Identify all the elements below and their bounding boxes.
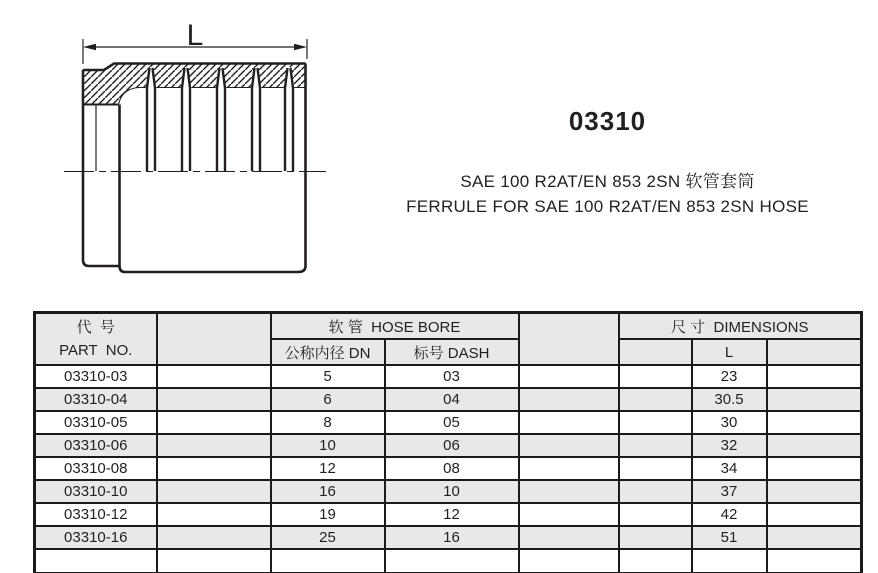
cell-part-no: 03310-06 [35, 434, 157, 457]
title-block [340, 106, 875, 219]
cell-part-no: 03310-03 [35, 365, 157, 388]
header-row-1 [35, 313, 862, 340]
cell-dash: 04 [385, 388, 519, 411]
cell-dn: 10 [271, 434, 385, 457]
table-row [35, 526, 862, 549]
cell-dn: 12 [271, 457, 385, 480]
table-row [35, 503, 862, 526]
header-dn: 公称内径 DN [271, 339, 385, 365]
cell-part-no: 03310-10 [35, 480, 157, 503]
header-hose-bore: 软 管 HOSE BORE [271, 313, 519, 340]
header-blank-col5 [519, 313, 619, 366]
header-blank-col8 [767, 339, 862, 365]
cell-dash: 16 [385, 526, 519, 549]
part-number-title: 03310 [568, 106, 647, 136]
cell-part-no: 03310-08 [35, 457, 157, 480]
subtitle-chinese: SAE 100 R2AT/EN 853 2SN 软管套筒 [460, 172, 755, 191]
cell-dash: 05 [385, 411, 519, 434]
table-row [35, 457, 862, 480]
cell-dn: 8 [271, 411, 385, 434]
cell-part-no: 03310-04 [35, 388, 157, 411]
cell-dn: 16 [271, 480, 385, 503]
cell-dn: 5 [271, 365, 385, 388]
header-part-no-en: PART NO. [59, 342, 133, 359]
specification-table [33, 311, 863, 573]
cell-dn: 25 [271, 526, 385, 549]
table-row-cutoff [35, 549, 862, 573]
section-hatch [83, 64, 306, 105]
cell-dash: 08 [385, 457, 519, 480]
cell-dash: 06 [385, 434, 519, 457]
cell-dash: 10 [385, 480, 519, 503]
header-part-no-cn: 代 号 [76, 319, 115, 336]
subtitle-block [340, 169, 875, 219]
subtitle-english: FERRULE FOR SAE 100 R2AT/EN 853 2SN HOSE [406, 197, 809, 216]
cell-l: 23 [692, 365, 767, 388]
table-row [35, 411, 862, 434]
cell-l: 37 [692, 480, 767, 503]
cell-dn: 6 [271, 388, 385, 411]
table-row [35, 434, 862, 457]
cell-part-no: 03310-12 [35, 503, 157, 526]
cell-dash: 03 [385, 365, 519, 388]
table-row [35, 388, 862, 411]
header-blank-col6 [619, 339, 692, 365]
cell-part-no: 03310-16 [35, 526, 157, 549]
cell-l: 51 [692, 526, 767, 549]
header-blank-col2 [157, 313, 271, 366]
table-row [35, 365, 862, 388]
header-part-no [35, 313, 157, 366]
cell-l: 42 [692, 503, 767, 526]
cell-l: 32 [692, 434, 767, 457]
cell-part-no: 03310-05 [35, 411, 157, 434]
dimension-label: L [186, 19, 204, 52]
cell-l: 30.5 [692, 388, 767, 411]
header-l: L [692, 339, 767, 365]
header-dimensions: 尺 寸 DIMENSIONS [619, 313, 862, 340]
cell-l: 30 [692, 411, 767, 434]
ferrule-technical-drawing [50, 15, 350, 300]
cell-l: 34 [692, 457, 767, 480]
cell-dn: 19 [271, 503, 385, 526]
table-row [35, 480, 862, 503]
cell-dash: 12 [385, 503, 519, 526]
header-dash: 标号 DASH [385, 339, 519, 365]
